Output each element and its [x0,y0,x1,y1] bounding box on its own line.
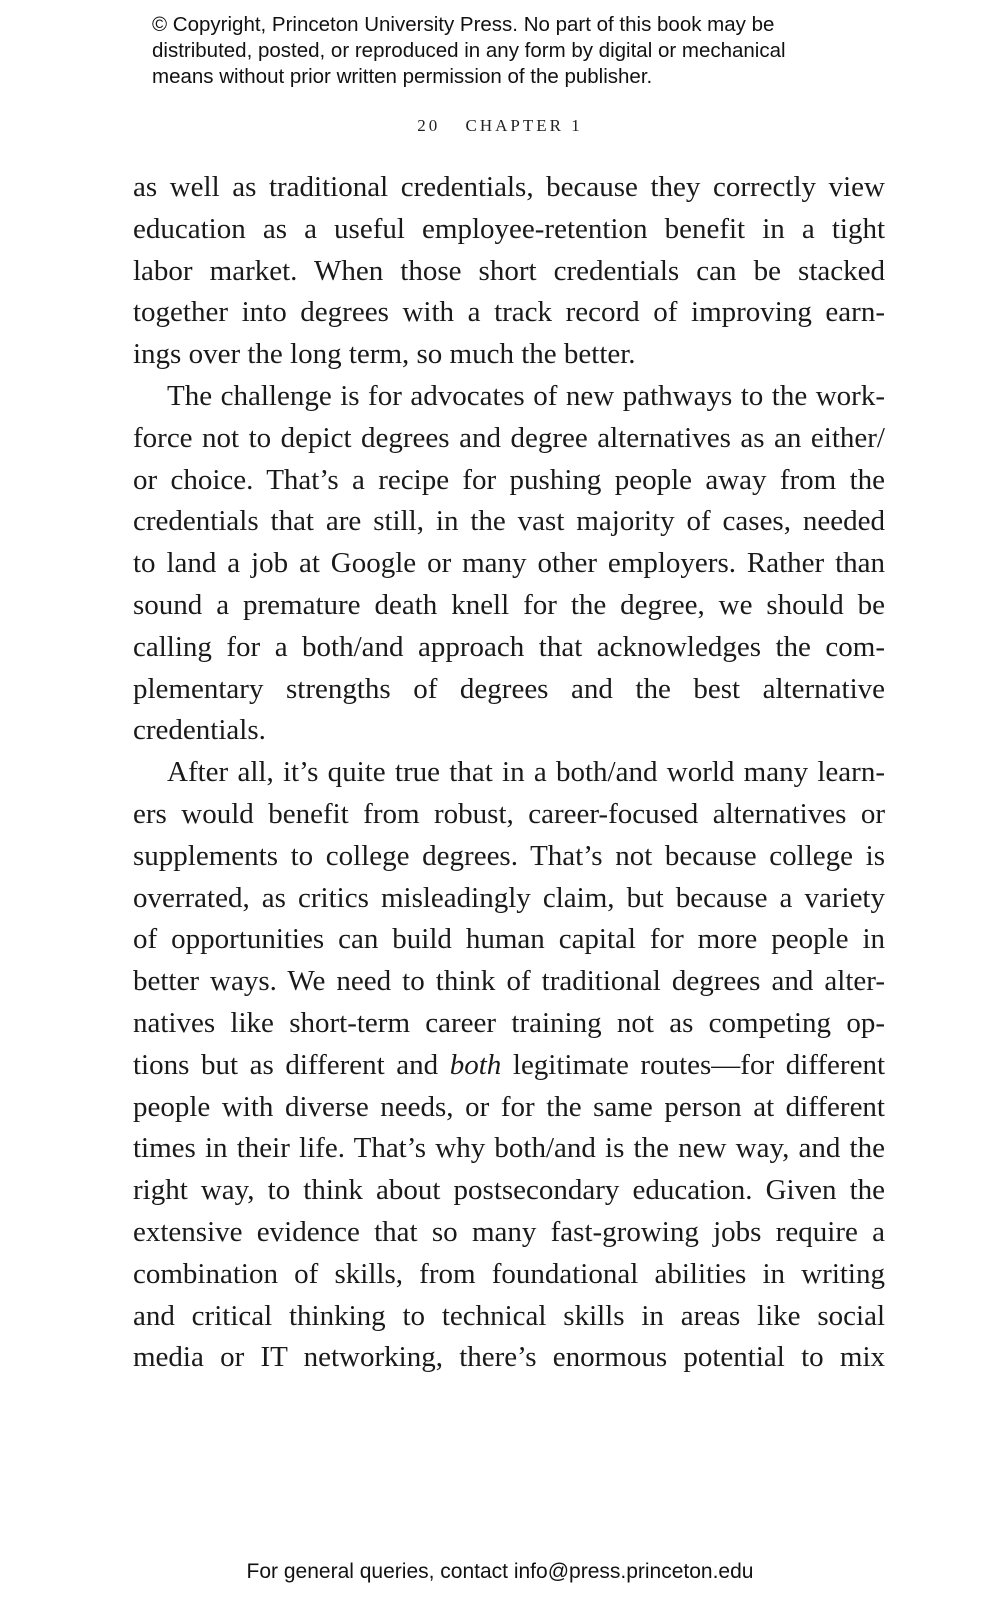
text-line: media or IT networking, there’s enormous potential to mix [133,1341,885,1374]
text-line: extensive evidence that so many fast-growing jobs require a [133,1215,885,1248]
text-line: people with diverse needs, or for the same person at different [133,1090,885,1123]
copyright-notice [152,12,852,90]
text-line: right way, to think about postsecondary education. Given the [133,1174,885,1207]
text-line: supplements to college degrees. That’s not because college is [133,839,885,872]
text-line: together into degrees with a track record of improving earn- [133,296,885,329]
footer-contact: For general queries, contact info@press.princeton.edu [246,1560,754,1583]
italic-word: both [449,1048,502,1081]
text-line: better ways. We need to think of traditional degrees and alter- [133,965,885,998]
copyright-line: means without prior written permission of the publisher. [152,65,653,88]
text-line: to land a job at Google or many other employers. Rather than [133,547,885,580]
text-line: or choice. That’s a recipe for pushing people away from the [133,463,885,496]
text-line: of opportunities can build human capital for more people in [133,923,885,956]
copyright-line: © Copyright, Princeton University Press. No part of this book may be [152,13,775,36]
text-line: combination of skills, from foundational abilities in writing [133,1257,885,1290]
text-line: as well as traditional credentials, because they correctly view [133,171,885,203]
text-line-with-italic [133,1045,885,1087]
body-text [133,167,885,1379]
text-line: natives like short-term career training not as competing op- [133,1006,885,1039]
text-line: credentials. [133,714,266,747]
text-segment: tions but as different and [133,1048,450,1081]
text-segment: legitimate routes—for different [501,1048,886,1081]
text-line: credentials that are still, in the vast majority of cases, needed [133,505,885,538]
text-line: ers would benefit from robust, career-focused alternatives or [133,797,885,830]
text-line: overrated, as critics misleadingly claim, but because a variety [133,881,885,914]
text-line: and critical thinking to technical skills in areas like social [133,1299,885,1332]
text-line: force not to depict degrees and degree alternatives as an either/ [133,421,885,454]
copyright-line: distributed, posted, or reproduced in any form by digital or mechanical [152,39,786,62]
text-line: After all, it’s quite true that in a both/and world many learn- [167,756,885,789]
chapter-label: CHAPTER 1 [465,116,583,135]
page-number: 20 [417,116,441,135]
text-line: The challenge is for advocates of new pathways to the work- [167,379,885,412]
text-line: calling for a both/and approach that acknowledges the com- [133,630,885,663]
running-head [0,116,1000,136]
text-line: labor market. When those short credentials can be stacked [133,254,885,287]
text-line: sound a premature death knell for the degree, we should be [133,588,885,621]
text-line: ings over the long term, so much the better. [133,338,636,371]
text-line: education as a useful employee-retention benefit in a tight [133,212,885,245]
text-line: plementary strengths of degrees and the best alternative [133,672,885,705]
text-line: times in their life. That’s why both/and is the new way, and the [133,1132,885,1165]
